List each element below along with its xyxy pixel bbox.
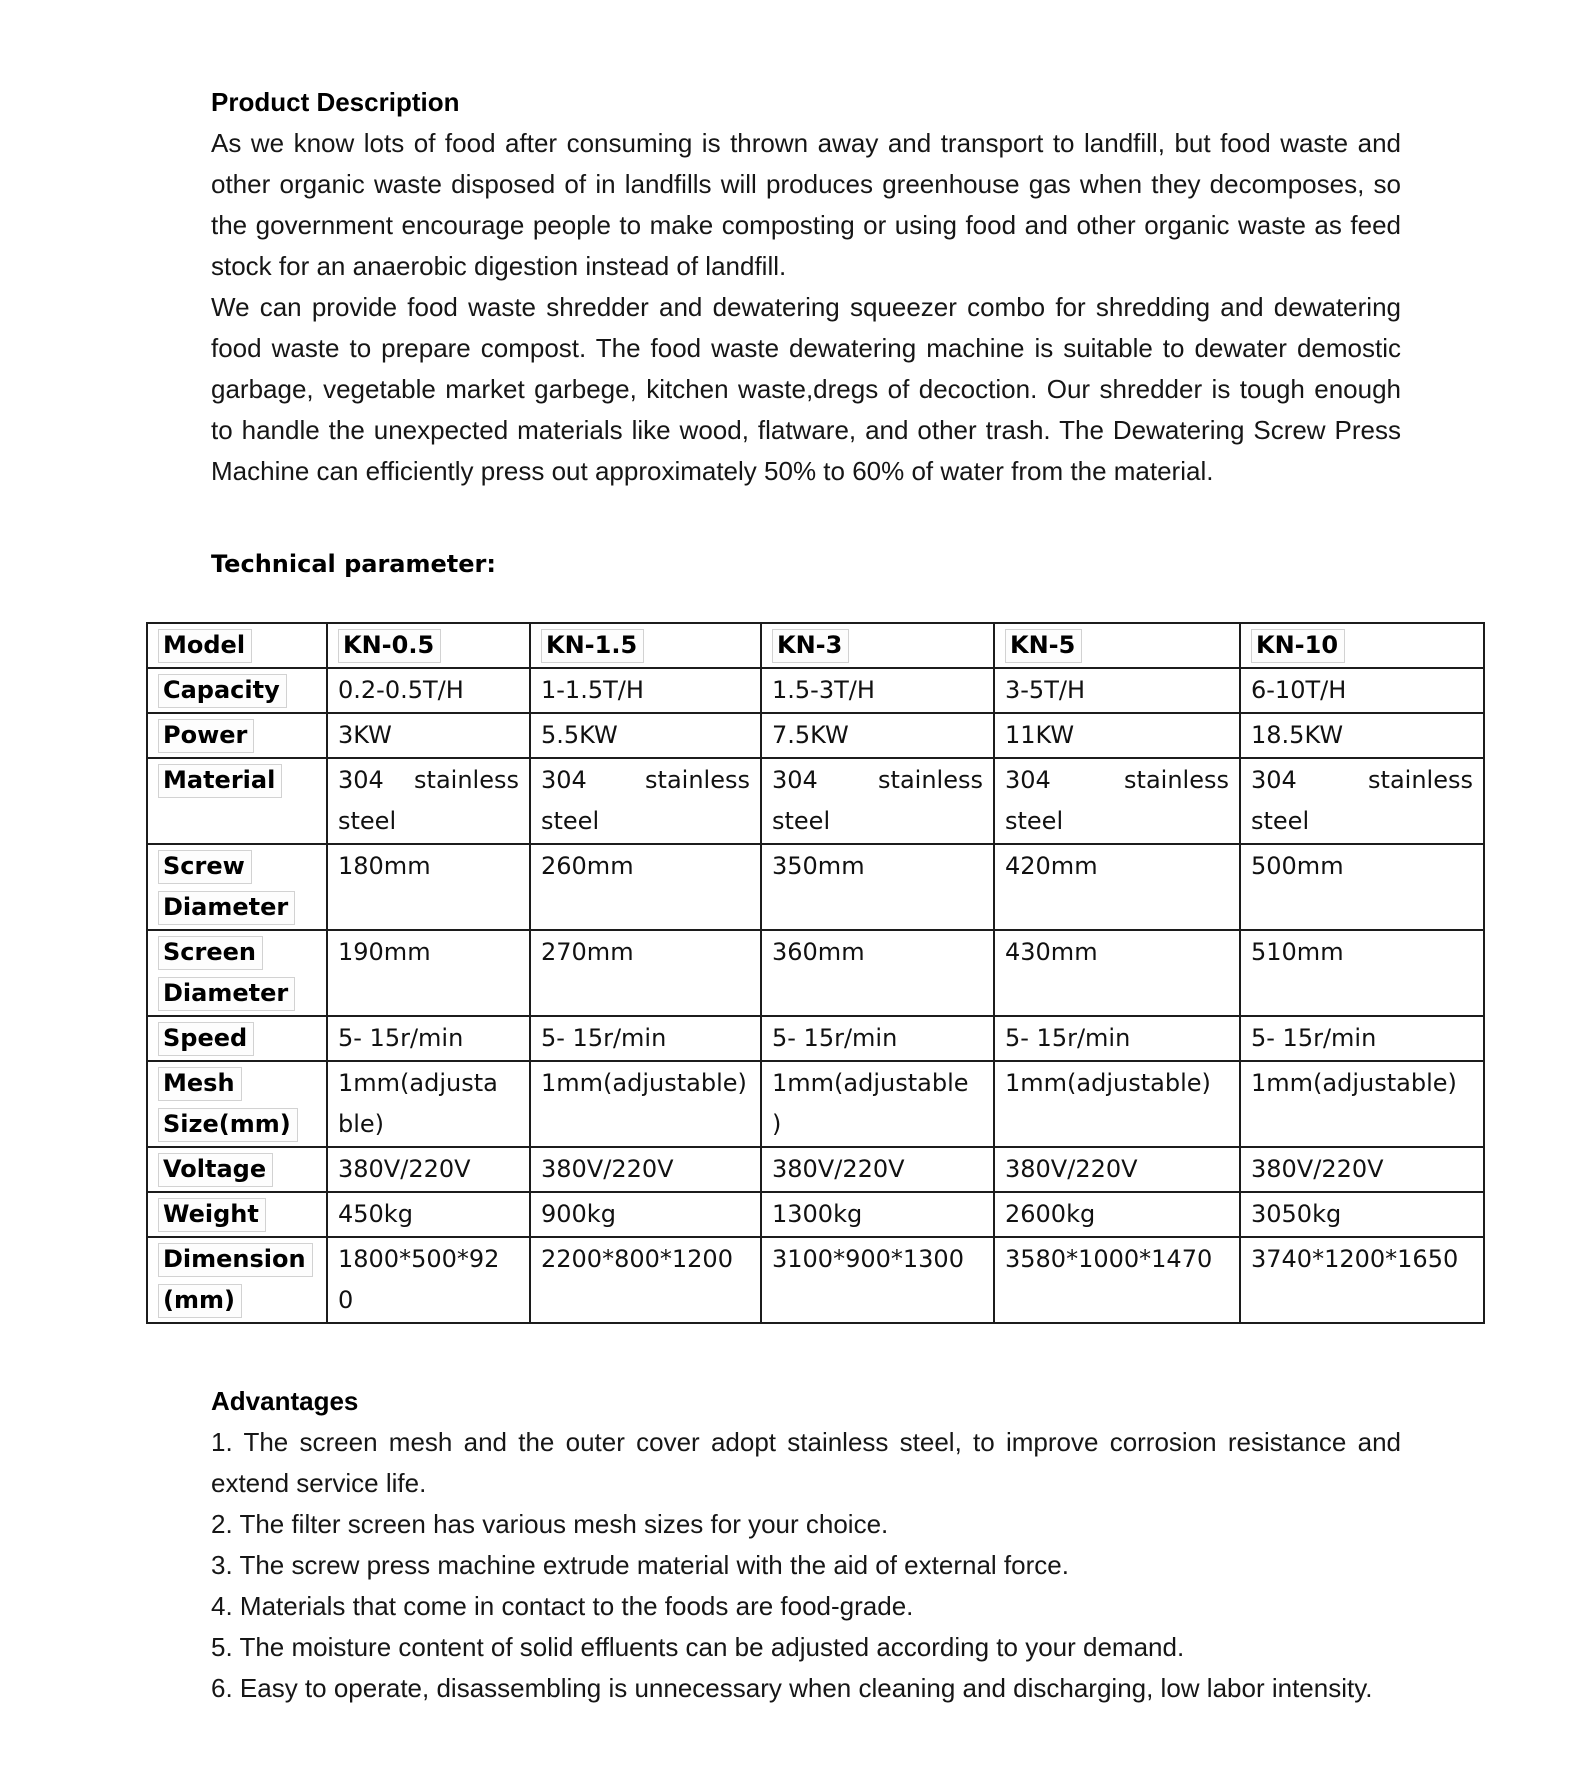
spec-value-cell bbox=[994, 1016, 1240, 1061]
spec-row-label: Screw Diameter bbox=[158, 850, 295, 925]
text-line: 6. Easy to operate, disassembling is unnecessary when cleaning and discharging, low labor intensity. bbox=[211, 1673, 1373, 1703]
text-line: 6-10T/H bbox=[1251, 676, 1347, 704]
spec-row-label-cell bbox=[147, 1061, 327, 1147]
spec-value-cell bbox=[327, 930, 530, 1016]
spec-value-cell bbox=[761, 1061, 994, 1147]
spec-value-cell bbox=[994, 844, 1240, 930]
text-line: 1mm(adjustable bbox=[772, 1069, 969, 1097]
spec-value-cell bbox=[530, 1237, 761, 1323]
text-line: 5. The moisture content of solid effluents can be adjusted according to your demand. bbox=[211, 1632, 1185, 1662]
spec-value-cell bbox=[1240, 1061, 1484, 1147]
text-line: 5- 15r/min bbox=[772, 1024, 898, 1052]
text-line: Machine can efficiently press out approximately 50% to 60% of water from the material. bbox=[211, 456, 1214, 486]
text-line: 0.2-0.5T/H bbox=[338, 676, 464, 704]
advantage-item bbox=[211, 1422, 1401, 1504]
spec-row-label: Weight bbox=[158, 1198, 266, 1232]
spec-header-model: KN-1.5 bbox=[541, 629, 644, 663]
advantages-list bbox=[211, 1422, 1401, 1709]
spec-value-cell bbox=[530, 1061, 761, 1147]
spec-value-cell bbox=[327, 1192, 530, 1237]
text-line: 0 bbox=[338, 1286, 354, 1314]
spec-value-cell bbox=[327, 713, 530, 758]
spec-row-label: Mesh Size(mm) bbox=[158, 1067, 298, 1142]
spec-value-cell bbox=[530, 930, 761, 1016]
spec-value-cell bbox=[530, 1016, 761, 1061]
spec-value-cell bbox=[327, 1016, 530, 1061]
spec-value-cell bbox=[530, 1192, 761, 1237]
spec-value-cell bbox=[1240, 844, 1484, 930]
product-description-heading: Product Description bbox=[211, 87, 460, 117]
text-line: 304 stainless bbox=[1005, 766, 1229, 794]
text-line: 1-1.5T/H bbox=[541, 676, 644, 704]
text-line: 5- 15r/min bbox=[1005, 1024, 1131, 1052]
spec-value-cell bbox=[327, 844, 530, 930]
text-line: 5- 15r/min bbox=[541, 1024, 667, 1052]
spec-row-label-cell bbox=[147, 1147, 327, 1192]
text-line: 2200*800*1200 bbox=[541, 1245, 733, 1273]
text-line: 1mm(adjustable) bbox=[1251, 1069, 1457, 1097]
technical-parameter-table-body bbox=[147, 623, 1484, 1323]
spec-value-cell bbox=[1240, 1147, 1484, 1192]
table-row bbox=[147, 1061, 1484, 1147]
text-line: 450kg bbox=[338, 1200, 413, 1228]
text-line: 304 stainless bbox=[541, 766, 750, 794]
spec-value-cell bbox=[327, 1147, 530, 1192]
spec-value-cell bbox=[994, 1192, 1240, 1237]
spec-value-cell bbox=[994, 668, 1240, 713]
spec-value-cell bbox=[994, 1147, 1240, 1192]
spec-row-label: Screen Diameter bbox=[158, 936, 295, 1011]
spec-row-label: Speed bbox=[158, 1022, 254, 1056]
spec-value-cell bbox=[1240, 1237, 1484, 1323]
text-line: ble) bbox=[338, 1110, 385, 1138]
spec-value-cell bbox=[327, 668, 530, 713]
text-line: 430mm bbox=[1005, 938, 1098, 966]
spec-row-label: Material bbox=[158, 764, 282, 798]
spec-value-cell bbox=[1240, 713, 1484, 758]
spec-row-label: Dimension (mm) bbox=[158, 1243, 313, 1318]
spec-value-cell bbox=[327, 1061, 530, 1147]
product-description-section bbox=[211, 0, 1401, 585]
text-line: 3100*900*1300 bbox=[772, 1245, 964, 1273]
text-line: 1. The screen mesh and the outer cover adopt stainless steel, to improve corrosion resistance and bbox=[211, 1427, 1401, 1457]
spec-header-model-cell bbox=[327, 623, 530, 668]
spec-value-cell bbox=[1240, 1016, 1484, 1061]
text-line: steel bbox=[772, 807, 831, 835]
spec-header-model: KN-5 bbox=[1005, 629, 1082, 663]
text-line: 1.5-3T/H bbox=[772, 676, 875, 704]
text-line: 3-5T/H bbox=[1005, 676, 1085, 704]
table-row bbox=[147, 758, 1484, 844]
spec-header-model: KN-10 bbox=[1251, 629, 1345, 663]
advantage-item bbox=[211, 1586, 1401, 1627]
text-line: 1mm(adjusta bbox=[338, 1069, 498, 1097]
spec-header-model-cell bbox=[761, 623, 994, 668]
text-line: the government encourage people to make composting or using food and other organic waste as feed bbox=[211, 210, 1401, 240]
spec-row-label-cell bbox=[147, 1192, 327, 1237]
text-line: steel bbox=[541, 807, 600, 835]
text-line: 1300kg bbox=[772, 1200, 863, 1228]
table-row bbox=[147, 1147, 1484, 1192]
text-line: 380V/220V bbox=[1005, 1155, 1138, 1183]
text-line: 3050kg bbox=[1251, 1200, 1342, 1228]
technical-parameter-table bbox=[146, 622, 1485, 1324]
text-line: 500mm bbox=[1251, 852, 1344, 880]
text-line: 510mm bbox=[1251, 938, 1344, 966]
table-row bbox=[147, 930, 1484, 1016]
table-header-row bbox=[147, 623, 1484, 668]
spec-row-label: Power bbox=[158, 719, 254, 753]
spec-row-label: Capacity bbox=[158, 674, 287, 708]
text-line: 380V/220V bbox=[772, 1155, 905, 1183]
spec-header-model: KN-3 bbox=[772, 629, 849, 663]
text-line: 260mm bbox=[541, 852, 634, 880]
spec-value-cell bbox=[994, 713, 1240, 758]
spec-value-cell bbox=[1240, 668, 1484, 713]
text-line: 11KW bbox=[1005, 721, 1075, 749]
text-line: 900kg bbox=[541, 1200, 616, 1228]
spec-value-cell bbox=[761, 1147, 994, 1192]
text-line: 270mm bbox=[541, 938, 634, 966]
spec-value-cell bbox=[994, 930, 1240, 1016]
table-row bbox=[147, 1192, 1484, 1237]
advantage-item bbox=[211, 1545, 1401, 1586]
spec-header-model-cell bbox=[994, 623, 1240, 668]
text-line: 420mm bbox=[1005, 852, 1098, 880]
spec-header-label: Model bbox=[158, 629, 252, 663]
advantages-heading: Advantages bbox=[211, 1386, 359, 1416]
text-line: 3740*1200*1650 bbox=[1251, 1245, 1459, 1273]
text-line: 1mm(adjustable) bbox=[541, 1069, 747, 1097]
text-line: steel bbox=[338, 807, 397, 835]
text-line: steel bbox=[1251, 807, 1310, 835]
text-line: extend service life. bbox=[211, 1468, 427, 1498]
spec-value-cell bbox=[761, 1016, 994, 1061]
text-line: 3580*1000*1470 bbox=[1005, 1245, 1213, 1273]
text-line: 190mm bbox=[338, 938, 431, 966]
product-description-paragraph-1 bbox=[211, 123, 1401, 287]
spec-value-cell bbox=[327, 758, 530, 844]
spec-row-label-cell bbox=[147, 1016, 327, 1061]
spec-value-cell bbox=[327, 1237, 530, 1323]
spec-row-label-cell bbox=[147, 930, 327, 1016]
spec-header-model-cell bbox=[1240, 623, 1484, 668]
advantage-item bbox=[211, 1627, 1401, 1668]
spec-value-cell bbox=[761, 758, 994, 844]
spec-value-cell bbox=[994, 758, 1240, 844]
text-line: 380V/220V bbox=[338, 1155, 471, 1183]
spec-value-cell bbox=[761, 930, 994, 1016]
text-line: 3KW bbox=[338, 721, 392, 749]
technical-parameter-heading: Technical parameter: bbox=[211, 550, 496, 578]
spec-value-cell bbox=[761, 668, 994, 713]
spec-row-label-cell bbox=[147, 844, 327, 930]
text-line: 350mm bbox=[772, 852, 865, 880]
text-line: to handle the unexpected materials like wood, flatware, and other trash. The Dewatering Screw Press bbox=[211, 415, 1401, 445]
spec-value-cell bbox=[1240, 930, 1484, 1016]
spec-row-label-cell bbox=[147, 668, 327, 713]
advantage-item bbox=[211, 1504, 1401, 1545]
spec-row-label-cell bbox=[147, 1237, 327, 1323]
text-line: 304 stainless bbox=[1251, 766, 1473, 794]
text-line: 5.5KW bbox=[541, 721, 618, 749]
spec-value-cell bbox=[761, 844, 994, 930]
table-row bbox=[147, 1237, 1484, 1323]
table-row bbox=[147, 668, 1484, 713]
text-line: stock for an anaerobic digestion instead of landfill. bbox=[211, 251, 787, 281]
text-line: 304 stainless bbox=[772, 766, 983, 794]
spec-row-label-cell bbox=[147, 758, 327, 844]
text-line: 2. The filter screen has various mesh sizes for your choice. bbox=[211, 1509, 889, 1539]
text-line: 3. The screw press machine extrude material with the aid of external force. bbox=[211, 1550, 1069, 1580]
spec-value-cell bbox=[761, 1237, 994, 1323]
text-line: 2600kg bbox=[1005, 1200, 1096, 1228]
text-line: 1800*500*92 bbox=[338, 1245, 500, 1273]
spec-header-label-cell bbox=[147, 623, 327, 668]
spec-value-cell bbox=[530, 713, 761, 758]
spec-value-cell bbox=[1240, 1192, 1484, 1237]
spec-value-cell bbox=[994, 1061, 1240, 1147]
text-line: 1mm(adjustable) bbox=[1005, 1069, 1211, 1097]
text-line: 18.5KW bbox=[1251, 721, 1344, 749]
text-line: 5- 15r/min bbox=[338, 1024, 464, 1052]
table-row bbox=[147, 713, 1484, 758]
spec-value-cell bbox=[761, 713, 994, 758]
spec-value-cell bbox=[1240, 758, 1484, 844]
text-line: As we know lots of food after consuming is thrown away and transport to landfill, but food waste and bbox=[211, 128, 1401, 158]
table-row bbox=[147, 844, 1484, 930]
spec-value-cell bbox=[530, 668, 761, 713]
text-line: steel bbox=[1005, 807, 1064, 835]
text-line: 360mm bbox=[772, 938, 865, 966]
text-line: 380V/220V bbox=[541, 1155, 674, 1183]
spec-row-label: Voltage bbox=[158, 1153, 273, 1187]
text-line: 380V/220V bbox=[1251, 1155, 1384, 1183]
text-line: 304 stainless bbox=[338, 766, 519, 794]
spec-value-cell bbox=[761, 1192, 994, 1237]
spec-value-cell bbox=[994, 1237, 1240, 1323]
text-line: other organic waste disposed of in landfills will produces greenhouse gas when they decomposes, so bbox=[211, 169, 1401, 199]
product-description-paragraph-2 bbox=[211, 287, 1401, 492]
text-line: 180mm bbox=[338, 852, 431, 880]
text-line: food waste to prepare compost. The food waste dewatering machine is suitable to dewater demostic bbox=[211, 333, 1401, 363]
advantages-section bbox=[211, 1381, 1401, 1709]
spec-header-model-cell bbox=[530, 623, 761, 668]
text-line: We can provide food waste shredder and dewatering squeezer combo for shredding and dewatering bbox=[211, 292, 1401, 322]
text-line: 7.5KW bbox=[772, 721, 849, 749]
text-line: 4. Materials that come in contact to the foods are food-grade. bbox=[211, 1591, 914, 1621]
text-line: garbage, vegetable market garbege, kitchen waste,dregs of decoction. Our shredder is tough enough bbox=[211, 374, 1401, 404]
spec-row-label-cell bbox=[147, 713, 327, 758]
spec-value-cell bbox=[530, 844, 761, 930]
spec-header-model: KN-0.5 bbox=[338, 629, 441, 663]
spec-value-cell bbox=[530, 758, 761, 844]
text-line: 5- 15r/min bbox=[1251, 1024, 1377, 1052]
text-line: ) bbox=[772, 1110, 782, 1138]
spec-value-cell bbox=[530, 1147, 761, 1192]
table-row bbox=[147, 1016, 1484, 1061]
advantage-item bbox=[211, 1668, 1401, 1709]
